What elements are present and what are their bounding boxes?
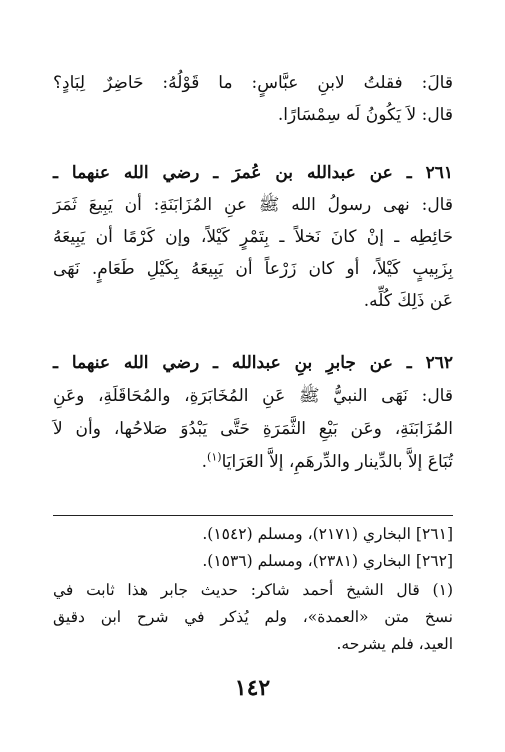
hadith-heading: ٢٦١ ـ عن عبدالله بن عُمرَ ـ رضي الله عنهما ـ (53, 163, 453, 183)
text-line: المُزَابَنَةِ، وعَن بَيْعِ الثَّمَرَةِ حَتَّى يَبْدُوَ صَلاحُها، وأن لاَ (53, 419, 453, 439)
text-line: حَائِطِه ـ إنْ كانَ نَخلاً ـ بِتَمْرٍ كَيْلاً، وإن كَرْمًا أن يَبِيعَهُ (53, 227, 453, 247)
text-line: قالَ: فقلتُ لابنِ عبَّاسٍ: ما قَوْلُهُ: حَاضِرٌ لِبَادٍ؟ (53, 73, 453, 93)
footnote-ref: [٢٦١] البخاري (٢١٧١)، ومسلم (١٥٤٢). (202, 525, 453, 543)
text-line: بِزَبِيبٍ كَيْلاً، أو كان زَرْعاً أن يَبِيعَهُ بِكَيْلِ طَعَامٍ. نَهَى (53, 259, 453, 279)
text-line: عَن ذَلِكَ كُلِّه. (363, 291, 453, 311)
footnote-ref: [٢٦٢] البخاري (٢٣٨١)، ومسلم (١٥٣٦). (202, 552, 453, 570)
text-line (53, 449, 453, 475)
footnote-line: (١) قال الشيخ أحمد شاكر: حديث جابر هذا ثابت في (53, 581, 453, 599)
text-line: قال: لاَ يَكُونُ لَه سِمْسَارًا. (277, 105, 453, 125)
text-line: قال: نَهَى النبيُّ ﷺ عَنِ المُخَابَرَةِ، والمُحَاقَلَةِ، وعَنِ (53, 386, 453, 406)
footnote-line: نسخ متن «العمدة»، ولم يُذكر في شرح ابن دقيق (53, 608, 453, 626)
footnote-line: العيد، فلم يشرحه. (336, 635, 453, 653)
footnote-divider (53, 515, 453, 516)
hadith-heading: ٢٦٢ ـ عن جابرِ بنِ عبدالله ـ رضي الله عنهما ـ (53, 353, 453, 373)
footnote-reference: (١) (207, 450, 222, 464)
page-number: ١٤٢ (234, 675, 271, 701)
sentence-end: . (201, 452, 208, 472)
text-segment: تُبَاعَ إلاَّ بالدِّينار والدِّرهَمِ، إلاَّ العَرَايَا (221, 452, 453, 472)
text-line: قال: نهى رسولُ الله ﷺ عنِ المُزَابَنَةِ: أن يَبِيعَ ثَمَرَ (53, 195, 453, 215)
